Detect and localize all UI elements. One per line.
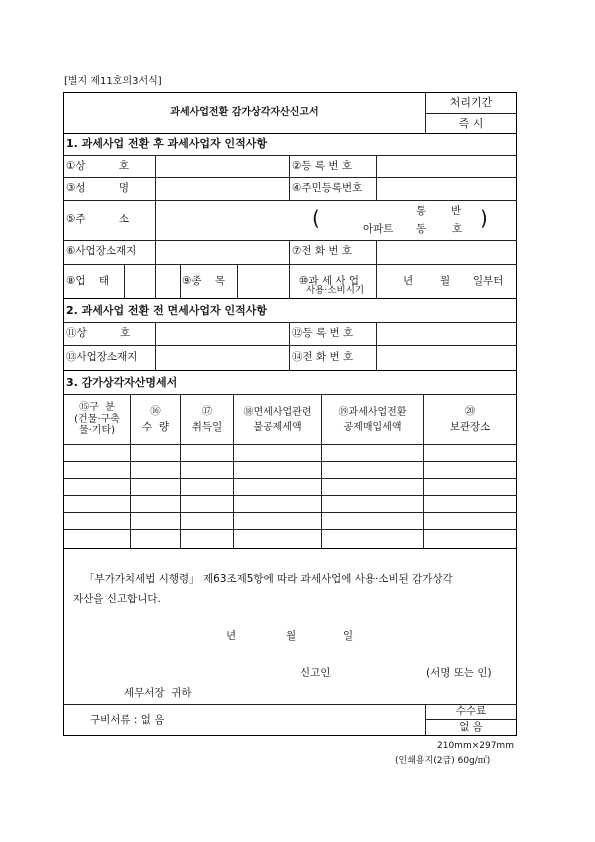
s2-heading-bottom bbox=[63, 322, 517, 323]
declaration-text-line2: 자산을 신고합니다. bbox=[73, 593, 161, 605]
phone-label: ⑦전 화 번 호 bbox=[292, 245, 352, 257]
section2-heading: 2. 과세사업 전환 전 면세사업자 인적사항 bbox=[66, 304, 267, 317]
s3-row-line-1 bbox=[63, 461, 517, 462]
col-storage-line2: 보관장소 bbox=[449, 420, 491, 433]
form-reference: [별지 제11호의3서식] bbox=[64, 76, 162, 87]
col-quantity-line2: 수 량 bbox=[142, 420, 169, 433]
declaration-date-day: 일 bbox=[343, 630, 354, 642]
section3-heading: 3. 감가상각자산명세서 bbox=[66, 376, 178, 389]
s2-trade-name-label: ⑪상 호 bbox=[66, 327, 131, 339]
s1-v-biz-a bbox=[124, 264, 125, 298]
s3-row-line-4 bbox=[63, 512, 517, 513]
processing-label: 처리기간 bbox=[449, 96, 493, 110]
col-header-storage bbox=[424, 395, 516, 444]
date-month-label: 월 bbox=[440, 275, 451, 287]
col-acquired-line2: 취득일 bbox=[191, 420, 223, 433]
col-nondeductible-line1: ⑱면세사업관련 bbox=[243, 406, 312, 418]
trade-name-label: ①상 호 bbox=[66, 160, 130, 172]
fee-value: 없 음 bbox=[459, 720, 483, 733]
col-storage-line1: ⑳ bbox=[464, 404, 476, 417]
date-from-label: 일부터 bbox=[473, 275, 504, 287]
s2-row2-bottom bbox=[63, 370, 517, 371]
s2-reg-no-label: ⑫등 록 번 호 bbox=[292, 327, 354, 339]
business-location-label: ⑥사업장소재지 bbox=[66, 245, 137, 257]
s3-bottom bbox=[63, 548, 517, 549]
reg-no-label: ②등 록 번 호 bbox=[292, 160, 352, 172]
s2-row1-bottom bbox=[63, 345, 517, 346]
declarant-label: 신고인 bbox=[300, 667, 331, 679]
taxable-start-line1: ⑩과 세 사 업 bbox=[299, 274, 359, 287]
s1-v-mid-b bbox=[376, 155, 377, 200]
s3-header-bottom bbox=[63, 444, 517, 445]
col-header-deductible bbox=[322, 395, 423, 444]
col-category-line2: (건물·구축 bbox=[74, 413, 120, 425]
fee-label: 수수료 bbox=[455, 705, 487, 718]
form-title: 과세사업전환 감가상각자산신고서 bbox=[170, 106, 319, 118]
item-label: ⑨종 목 bbox=[182, 275, 226, 287]
s1-v-biz-b bbox=[180, 264, 181, 298]
frame-right bbox=[516, 92, 517, 736]
s2-v-mid-b bbox=[376, 322, 377, 370]
paper-spec: (인쇄용지(2급) 60g/㎡) bbox=[395, 756, 491, 766]
address-tong: 통 bbox=[416, 205, 427, 217]
address-ban: 반 bbox=[451, 205, 462, 217]
s1-row5-bottom bbox=[63, 298, 517, 299]
address-ho: 호 bbox=[452, 223, 463, 235]
s3-row-line-3 bbox=[63, 495, 517, 496]
business-type-label: ⑧업 태 bbox=[66, 275, 110, 287]
col-deductible-line2: 공제매입세액 bbox=[343, 421, 402, 433]
s1-row3-bottom bbox=[63, 240, 517, 241]
col-quantity-line1: ⑯ bbox=[150, 404, 161, 417]
taxable-start-line2: 사용·소비시기 bbox=[306, 285, 365, 296]
title-bottom bbox=[63, 133, 517, 134]
col-category-line1: ⑮구 분 bbox=[79, 402, 115, 414]
declaration-date-year: 년 bbox=[226, 630, 237, 642]
paper-size: 210mm×297mm bbox=[437, 741, 514, 751]
address-apt: 아파트 bbox=[363, 223, 394, 235]
frame-bottom bbox=[63, 735, 517, 736]
s1-heading-bottom bbox=[63, 155, 517, 156]
address-label: ⑤주 소 bbox=[66, 213, 130, 225]
signature-label: (서명 또는 인) bbox=[426, 667, 492, 679]
s1-v-label bbox=[155, 155, 156, 298]
attached-docs-label: 구비서류 : 없 음 bbox=[90, 714, 165, 726]
s2-business-location-label: ⑬사업장소재지 bbox=[66, 351, 138, 363]
col-header-acquired bbox=[181, 395, 233, 444]
col-nondeductible-line2: 불공제세액 bbox=[253, 421, 302, 433]
s2-v-mid-a bbox=[289, 322, 290, 370]
declaration-date-month: 월 bbox=[286, 630, 297, 642]
s3-row-line-2 bbox=[63, 478, 517, 479]
addressee-label: 세무서장 귀하 bbox=[124, 687, 192, 699]
s1-v-mid-a bbox=[289, 155, 290, 200]
col-header-nondeductible bbox=[234, 395, 321, 444]
date-year-label: 년 bbox=[403, 275, 414, 287]
declaration-text-line1: 「부가가치세법 시행령」 제63조제5항에 따라 과세사업에 사용·소비된 감가상각 bbox=[84, 573, 453, 585]
col-acquired-line1: ⑰ bbox=[201, 404, 213, 417]
resident-no-label: ④주민등록번호 bbox=[292, 182, 363, 194]
col-category-line3: 물·기타) bbox=[78, 425, 116, 437]
address-paren-close: ) bbox=[480, 206, 488, 230]
s2-v-label bbox=[155, 322, 156, 370]
s1-v-mid-d bbox=[376, 240, 377, 264]
s3-row-line-5 bbox=[63, 529, 517, 530]
s1-row1-bottom bbox=[63, 177, 517, 178]
col-deductible-line1: ⑲과세사업전환 bbox=[338, 406, 407, 418]
address-paren-open: ( bbox=[312, 206, 320, 230]
processing-value: 즉 시 bbox=[458, 116, 484, 130]
col-header-category bbox=[64, 395, 130, 444]
col-header-quantity bbox=[131, 395, 180, 444]
s1-row2-bottom bbox=[63, 200, 517, 201]
s2-phone-label: ⑭전 화 번 호 bbox=[292, 351, 354, 363]
address-dong: 동 bbox=[416, 223, 427, 235]
name-label: ③성 명 bbox=[66, 182, 130, 194]
section1-heading: 1. 과세사업 전환 후 과세사업자 인적사항 bbox=[66, 137, 267, 150]
s1-v-biz-d bbox=[376, 264, 377, 298]
